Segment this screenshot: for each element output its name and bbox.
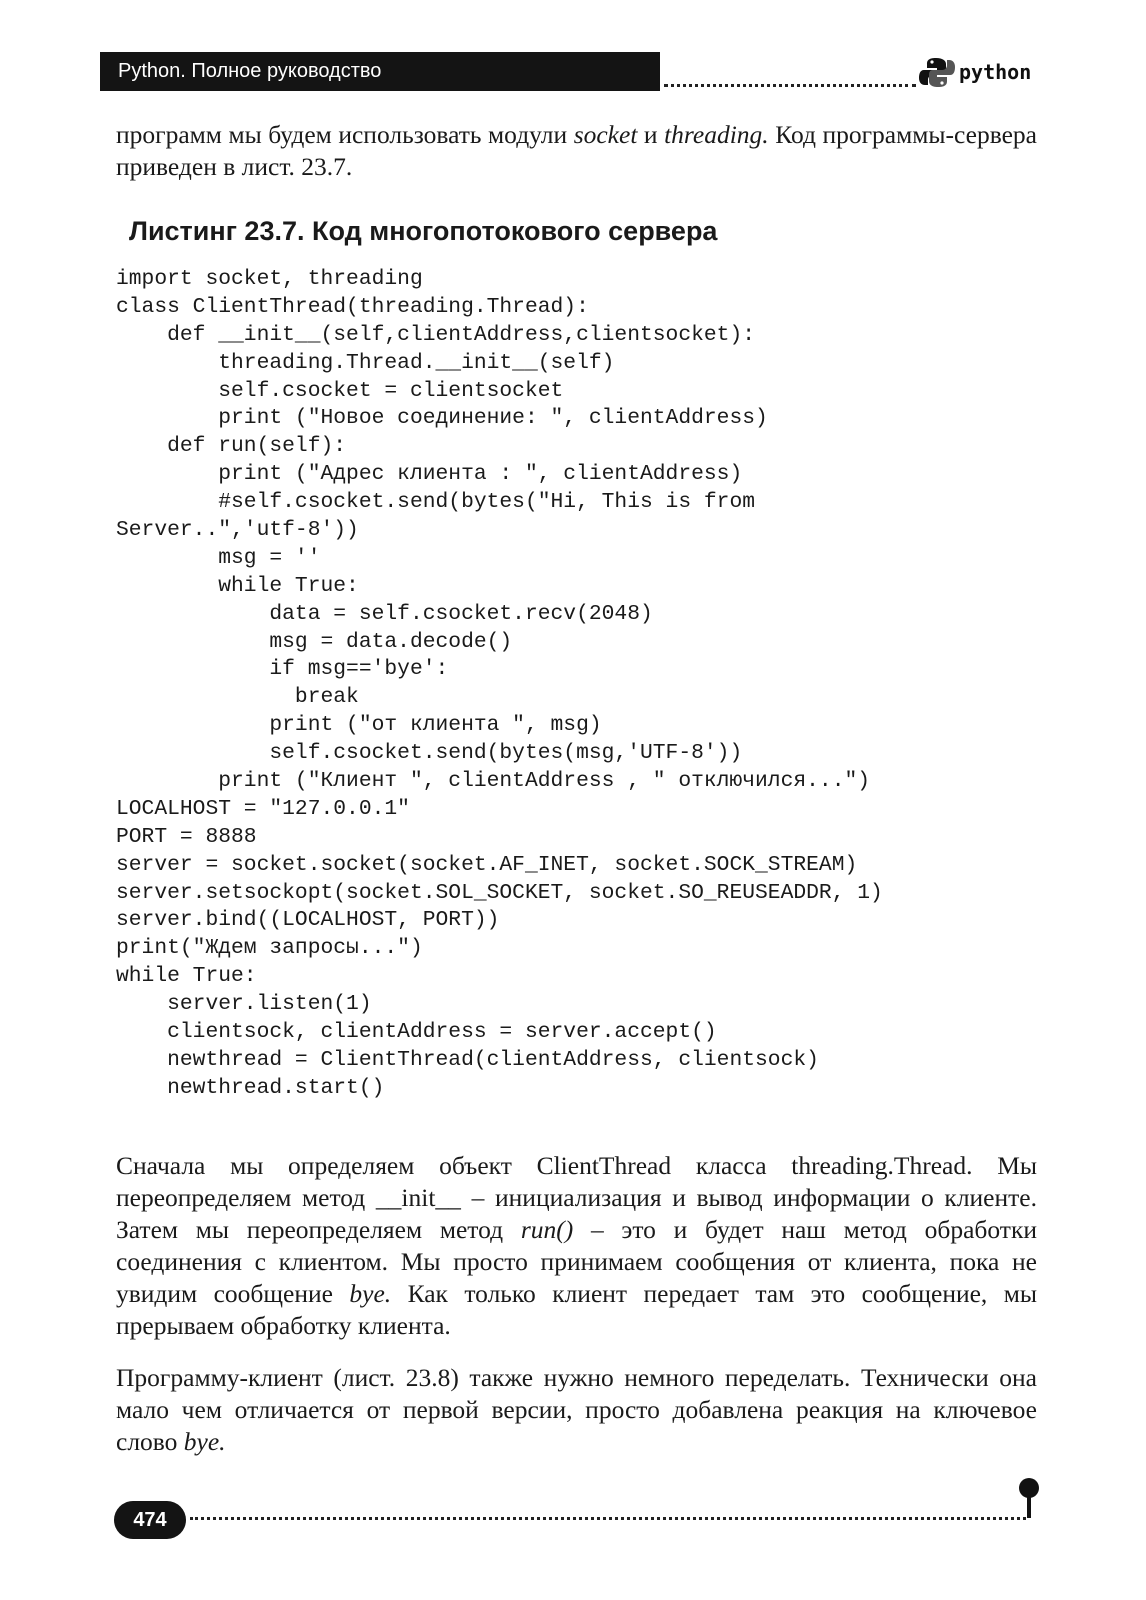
code-line: Server..",'utf-8')) xyxy=(116,518,359,543)
code-line: server.listen(1) xyxy=(116,992,372,1017)
emphasis-text: bye. xyxy=(349,1279,392,1308)
code-line: server.setsockopt(socket.SOL_SOCKET, socket.SO_REUSEADDR, 1) xyxy=(116,880,883,905)
emphasis-text: bye. xyxy=(183,1427,226,1456)
code-line: print ("Клиент ", clientAddress , " отключился...") xyxy=(116,769,871,794)
code-line: while True: xyxy=(116,573,359,598)
text-run: и xyxy=(637,120,665,149)
code-line: print ("Адрес клиента : ", clientAddress) xyxy=(116,462,743,487)
code-line: def __init__(self,clientAddress,clientsocket): xyxy=(116,322,756,347)
code-line: newthread.start() xyxy=(116,1075,385,1100)
code-line: break xyxy=(116,685,359,710)
python-logo-icon xyxy=(918,56,956,88)
code-line: newthread = ClientThread(clientAddress, clientsock) xyxy=(116,1047,819,1072)
text-run: – это и будет наш метод обработки соединения с клиентом. Мы просто принимаем сообщения от клиента, пока не увидим сообщение xyxy=(116,1215,1037,1308)
code-line: server = socket.socket(socket.AF_INET, socket.SOCK_STREAM) xyxy=(116,852,858,877)
code-line: PORT = 8888 xyxy=(116,824,257,849)
text-run: Программу-клиент (лист. 23.8) также нужно немного переделать. Технически она мало чем отличается от первой версии, просто добавлена реакция на ключевое слово xyxy=(116,1363,1037,1456)
code-line: class ClientThread(threading.Thread): xyxy=(116,294,589,319)
running-header xyxy=(100,52,660,91)
text-run: Сначала мы определяем объект ClientThread класса threading.Thread. Мы переопределяем метод __init__ – инициализация и вывод информации о клиенте. Затем мы переопределяем метод xyxy=(116,1151,1037,1244)
logo-text: python xyxy=(959,60,1032,84)
page-number: 474 xyxy=(114,1501,186,1539)
code-line: def run(self): xyxy=(116,434,347,459)
text-run: Код программы-сервера приведен в лист. 23.7. xyxy=(116,120,1037,181)
client-paragraph xyxy=(116,1362,1037,1458)
text-run: программ мы будем использовать модули xyxy=(116,120,574,149)
code-line: msg = '' xyxy=(116,545,321,570)
code-line: self.csocket.send(bytes(msg,'UTF-8')) xyxy=(116,741,743,766)
code-line: threading.Thread.__init__(self) xyxy=(116,350,615,375)
explanation-paragraph xyxy=(116,1150,1037,1342)
code-line: clientsock, clientAddress = server.accept() xyxy=(116,1020,717,1045)
code-line: LOCALHOST = "127.0.0.1" xyxy=(116,796,410,821)
code-line: server.bind((LOCALHOST, PORT)) xyxy=(116,908,500,933)
code-line: while True: xyxy=(116,964,257,989)
emphasis-text: socket xyxy=(573,120,638,149)
code-line: print("Ждем запросы...") xyxy=(116,936,423,961)
emphasis-text: threading. xyxy=(664,120,769,149)
python-logo xyxy=(918,56,1031,88)
code-line: print ("от клиента ", msg) xyxy=(116,713,602,738)
book-title: Python. Полное руководство xyxy=(118,60,382,82)
code-line: self.csocket = clientsocket xyxy=(116,378,564,403)
code-line: msg = data.decode() xyxy=(116,629,513,654)
code-listing xyxy=(116,266,1056,1103)
emphasis-text: run() xyxy=(520,1215,574,1244)
code-line: if msg=='bye': xyxy=(116,657,449,682)
code-line: data = self.csocket.recv(2048) xyxy=(116,601,653,626)
pin-marker-icon xyxy=(1016,1476,1042,1520)
header-dotted-rule xyxy=(664,84,916,87)
intro-paragraph xyxy=(116,119,1037,183)
text-run: Как только клиент передает там это сообщение, мы прерываем обработку клиента. xyxy=(116,1279,1037,1340)
footer-dotted-rule xyxy=(190,1517,1026,1520)
code-line: print ("Новое соединение: ", clientAddress) xyxy=(116,406,768,431)
code-line: #self.csocket.send(bytes("Hi, This is from xyxy=(116,490,756,515)
listing-title: Листинг 23.7. Код многопотокового сервера xyxy=(129,216,718,246)
code-line: import socket, threading xyxy=(116,267,423,291)
